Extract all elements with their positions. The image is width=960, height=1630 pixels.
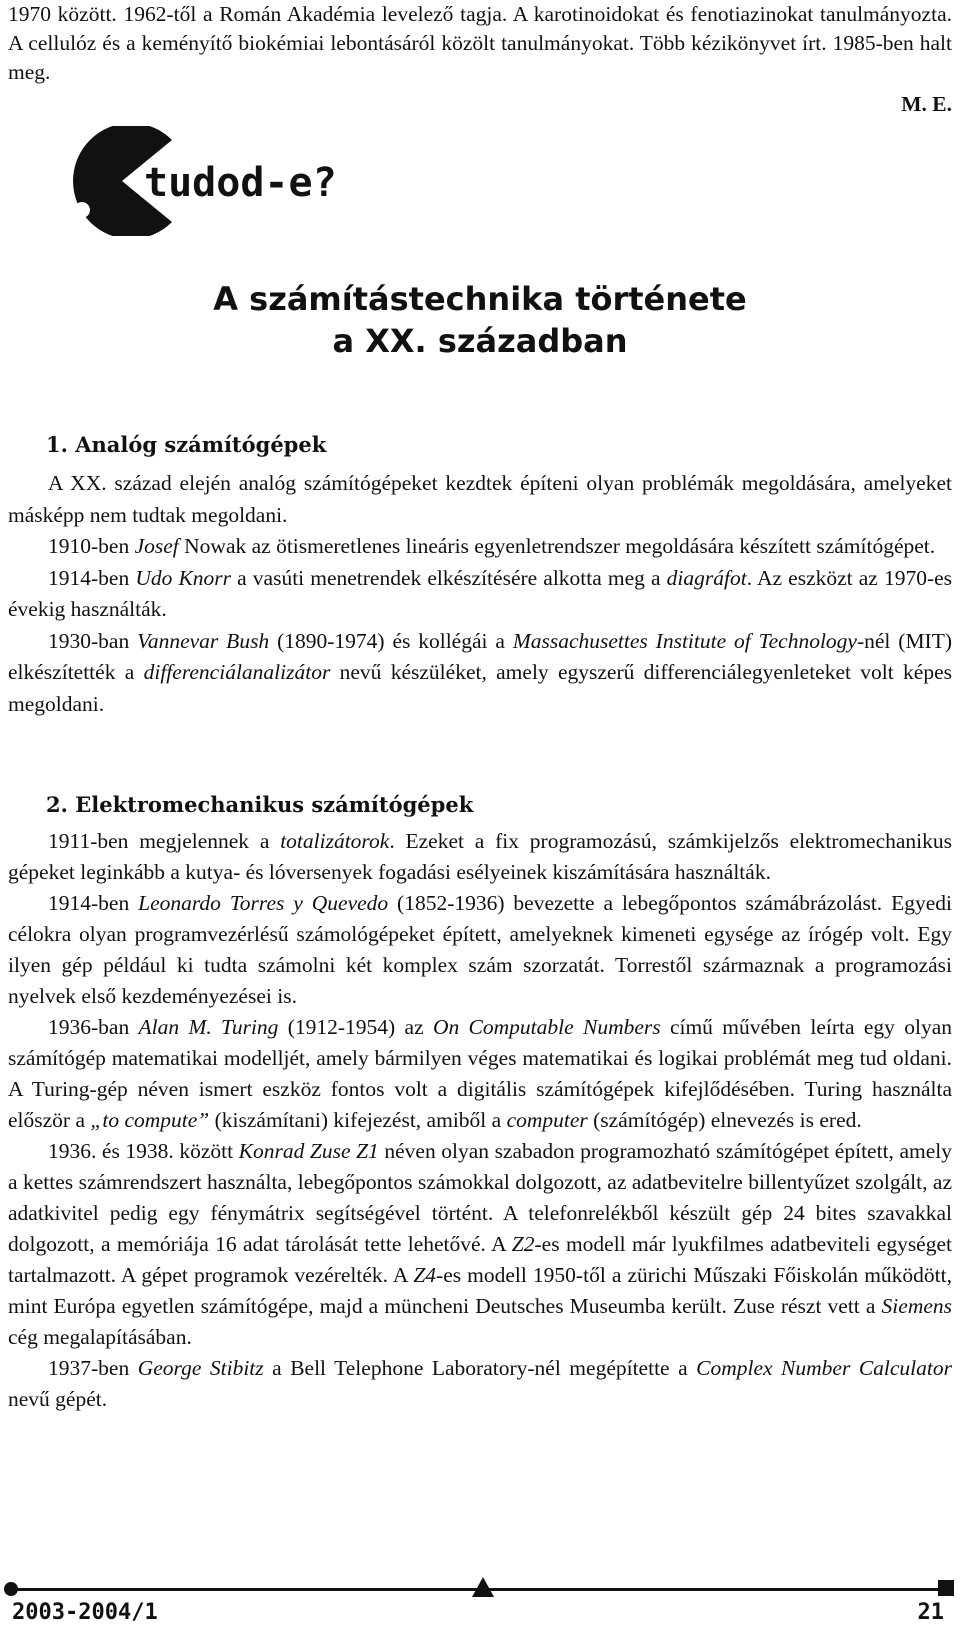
section-2-paragraph-5: 1937-ben George Stibitz a Bell Telephone Laboratory-nél megépítette a Complex Number Calculator nevű gépét. [8,1356,952,1411]
section-1-paragraph-4: 1930-ban Vannevar Bush (1890-1974) és kollégái a Massachusettes Institute of Technology-nél (MIT) elkészítették a differenciálanalizátor nevű készüléket, amely egyszerű differenciálegyenleteket volt képes megoldani. [8,628,953,716]
tudod-e-logo [52,126,392,236]
footer-triangle-ornament [472,1577,494,1597]
author-signature: M. E. [901,92,952,116]
section-2-body [8,826,952,1415]
intro-paragraph-block [8,0,952,87]
section-2-paragraph-2: 1914-ben Leonardo Torres y Quevedo (1852-1936) bevezette a lebegőpontos számábrázolást. Egyedi célokra olyan programvezérlésű számológépeket épített, amelyeknek kimeneti egysége az írógép volt. Egy ilyen gép például ki tudta számolni két komplex szám szorzatát. Torrestől származnak a programozási nyelvek első kezdeményezései is. [8,891,952,1008]
title-line-2: a XX. században [332,322,628,360]
section-1-paragraph-2: 1910-ben Josef Nowak az ötismeretlenes lineáris egyenletrendszer megoldására készített számítógépet. [48,534,936,558]
section-1-paragraph-3: 1914-ben Udo Knorr a vasúti menetrendek elkészítésére alkotta meg a diagráfot. Az eszközt az 1970-es évekig használták. [8,565,953,621]
footer-square-ornament [938,1580,954,1596]
section-2-heading: 2. Elektromechanikus számítógépek [46,792,474,817]
footer-page-number: 21 [917,1600,944,1625]
footer-issue-number: 2003-2004/1 [12,1600,158,1625]
section-2-paragraph-1: 1911-ben megjelennek a totalizátorok. Ezeket a fix programozású, számkijelzős elektromechanikus gépeket leginkább a kutya- és lóversenyek fogadási esélyeinek kiszámítására használták. [8,829,952,884]
section-1-heading: 1. Analóg számítógépek [46,432,327,457]
section-2-paragraph-4: 1936. és 1938. között Konrad Zuse Z1 néven olyan szabadon programozható számítógépet épített, amely a kettes számrendszert használta, lebegőpontos számokkal dolgozott, az adatbevitelre billentyűzet szolgált, az adatkivitel pedig egy fénymátrix segítségével történt. A telefonrelékből készült gép 24 bites szavakkal dolgozott, a memóriája 16 adat tárolását tette lehetővé. A Z2-es modell már lyukfilmes adatbeviteli egységet tartalmazott. A gépet programok vezérelték. A Z4-es modell 1950-től a zürichi Műszaki Főiskolán működött, mint Európa egyetlen számítógépe, majd a müncheni Deutsches Museumba került. Zuse részt vett a Siemens cég megalapításában. [8,1139,953,1349]
section-1-body [8,468,952,720]
logo-text: tudod-e? [144,160,337,206]
footer-dot-ornament [4,1582,18,1596]
intro-paragraph: 1970 között. 1962-től a Román Akadémia levelező tagja. A karotinoidokat és fenotiazinokat tanulmányozta. A cellulóz és a keményítő biokémiai lebontásáról közölt tanulmányokat. Több kézikönyvet írt. 1985-ben halt meg. [8,2,952,84]
section-2-paragraph-3: 1936-ban Alan M. Turing (1912-1954) az On Computable Numbers című művében leírta egy olyan számítógép matematikai modelljét, amely bármilyen véges matematikai és logikai problémát meg tud oldani. A Turing-gép néven ismert eszköz fontos volt a digitális számítógépek kifejlődésében. Turing használta először a „to compute” (kiszámítani) kifejezést, amiből a computer (számítógép) elnevezés is ered. [8,1015,952,1132]
section-1-paragraph-1: A XX. század elején analóg számítógépeket kezdtek építeni olyan problémák megoldására, amelyeket másképp nem tudtak megoldani. [8,471,952,527]
title-line-1: A számítástechnika története [213,280,747,318]
article-title [0,278,960,362]
